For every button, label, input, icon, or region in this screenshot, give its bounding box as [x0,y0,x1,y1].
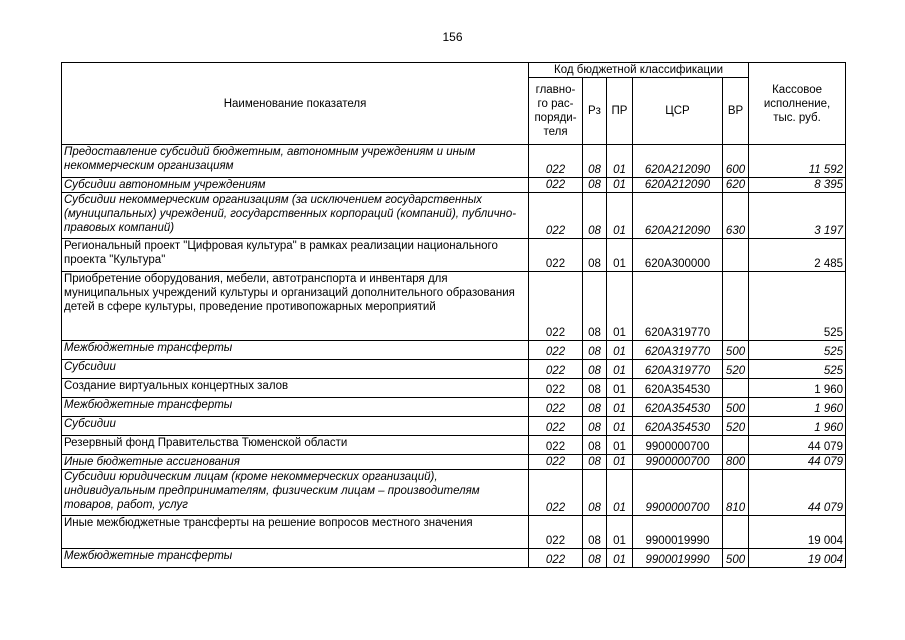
row-glavnogo: 022 [529,341,583,360]
table-row [62,193,846,239]
row-glavnogo: 022 [529,178,583,193]
row-rz: 08 [583,178,607,193]
row-vr: 500 [723,398,749,417]
row-csr: 620A354530 [633,417,723,436]
row-csr: 620A354530 [633,379,723,398]
row-pr: 01 [607,549,633,568]
row-glavnogo: 022 [529,470,583,516]
row-pr: 01 [607,145,633,178]
row-pr: 01 [607,272,633,341]
row-csr: 620A354530 [633,398,723,417]
row-name: Субсидии [62,417,529,436]
row-csr: 620A212090 [633,145,723,178]
row-amount: 44 079 [749,470,846,516]
header-code-group: Код бюджетной классификации [529,63,749,78]
row-rz: 08 [583,549,607,568]
table-row [62,455,846,470]
row-amount: 1 960 [749,398,846,417]
row-vr [723,436,749,455]
row-csr: 9900019990 [633,549,723,568]
row-csr: 620A212090 [633,193,723,239]
row-rz: 08 [583,417,607,436]
row-name: Приобретение оборудования, мебели, автотранспорта и инвентаря для муниципальных учреждений культуры и организаций дополнительного образования детей в сфере культуры, проведение противопожарных мероприятий [62,272,529,341]
row-glavnogo: 022 [529,516,583,549]
row-name: Межбюджетные трансферты [62,549,529,568]
row-amount: 8 395 [749,178,846,193]
row-vr [723,516,749,549]
row-glavnogo: 022 [529,145,583,178]
row-glavnogo: 022 [529,272,583,341]
row-amount: 44 079 [749,455,846,470]
row-rz: 08 [583,436,607,455]
row-rz: 08 [583,398,607,417]
row-name: Резервный фонд Правительства Тюменской области [62,436,529,455]
row-glavnogo: 022 [529,549,583,568]
row-pr: 01 [607,398,633,417]
row-rz: 08 [583,379,607,398]
row-csr: 620A300000 [633,239,723,272]
row-csr: 620A319770 [633,272,723,341]
table-row [62,239,846,272]
row-name: Создание виртуальных концертных залов [62,379,529,398]
row-amount: 525 [749,341,846,360]
row-amount: 3 197 [749,193,846,239]
table-row [62,549,846,568]
row-vr: 800 [723,455,749,470]
row-amount: 525 [749,360,846,379]
row-pr: 01 [607,178,633,193]
table-row [62,272,846,341]
table-body [62,145,846,568]
row-rz: 08 [583,470,607,516]
header-pr: ПР [607,78,633,145]
row-csr: 9900000700 [633,455,723,470]
row-vr [723,379,749,398]
row-vr: 620 [723,178,749,193]
row-glavnogo: 022 [529,417,583,436]
row-vr: 810 [723,470,749,516]
row-pr: 01 [607,470,633,516]
table-row [62,379,846,398]
row-name: Субсидии некоммерческим организациям (за исключением государственных (муниципальных) учреждений, государственных корпораций (компаний), публично-правовых компаний) [62,193,529,239]
row-vr: 500 [723,341,749,360]
table-row [62,417,846,436]
row-name: Межбюджетные трансферты [62,398,529,417]
row-rz: 08 [583,145,607,178]
row-pr: 01 [607,193,633,239]
table-row [62,178,846,193]
row-rz: 08 [583,360,607,379]
row-amount: 2 485 [749,239,846,272]
row-csr: 9900000700 [633,470,723,516]
row-pr: 01 [607,455,633,470]
row-rz: 08 [583,239,607,272]
row-vr [723,239,749,272]
row-glavnogo: 022 [529,436,583,455]
row-vr: 630 [723,193,749,239]
row-glavnogo: 022 [529,455,583,470]
row-pr: 01 [607,239,633,272]
row-pr: 01 [607,360,633,379]
row-glavnogo: 022 [529,379,583,398]
row-name: Субсидии [62,360,529,379]
row-name: Субсидии автономным учреждениям [62,178,529,193]
header-amount: Кассовое исполнение, тыс. руб. [749,63,846,145]
row-pr: 01 [607,516,633,549]
row-pr: 01 [607,341,633,360]
row-amount: 1 960 [749,417,846,436]
table-row [62,341,846,360]
row-glavnogo: 022 [529,193,583,239]
row-amount: 1 960 [749,379,846,398]
row-pr: 01 [607,436,633,455]
row-vr: 520 [723,417,749,436]
header-glavnogo: главно-го рас-поряди-теля [529,78,583,145]
row-vr: 600 [723,145,749,178]
header-vr: ВР [723,78,749,145]
row-vr: 520 [723,360,749,379]
table-row [62,516,846,549]
row-amount: 19 004 [749,516,846,549]
header-name: Наименование показателя [62,63,529,145]
row-pr: 01 [607,379,633,398]
row-csr: 620A319770 [633,341,723,360]
row-name: Межбюджетные трансферты [62,341,529,360]
row-amount: 11 592 [749,145,846,178]
row-name: Иные межбюджетные трансферты на решение вопросов местного значения [62,516,529,549]
row-amount: 19 004 [749,549,846,568]
table-row [62,360,846,379]
row-csr: 9900019990 [633,516,723,549]
row-glavnogo: 022 [529,360,583,379]
row-vr: 500 [723,549,749,568]
row-pr: 01 [607,417,633,436]
row-rz: 08 [583,455,607,470]
header-rz: Рз [583,78,607,145]
budget-table [61,62,846,568]
row-name: Субсидии юридическим лицам (кроме некоммерческих организаций), индивидуальным предпринимателям, физическим лицам – производителям товаров, работ, услуг [62,470,529,516]
row-vr [723,272,749,341]
row-glavnogo: 022 [529,398,583,417]
row-csr: 620A212090 [633,178,723,193]
row-amount: 44 079 [749,436,846,455]
row-rz: 08 [583,516,607,549]
row-glavnogo: 022 [529,239,583,272]
row-rz: 08 [583,193,607,239]
table-row [62,436,846,455]
page-number: 156 [442,30,463,44]
row-name: Предоставление субсидий бюджетным, автономным учреждениям и иным некоммерческим организациям [62,145,529,178]
row-amount: 525 [749,272,846,341]
row-rz: 08 [583,272,607,341]
table-row [62,398,846,417]
row-csr: 620A319770 [633,360,723,379]
row-rz: 08 [583,341,607,360]
row-name: Региональный проект "Цифровая культура" в рамках реализации национального проекта "Культура" [62,239,529,272]
row-csr: 9900000700 [633,436,723,455]
header-csr: ЦСР [633,78,723,145]
row-name: Иные бюджетные ассигнования [62,455,529,470]
table-row [62,145,846,178]
table-row [62,470,846,516]
table-header [62,63,846,145]
